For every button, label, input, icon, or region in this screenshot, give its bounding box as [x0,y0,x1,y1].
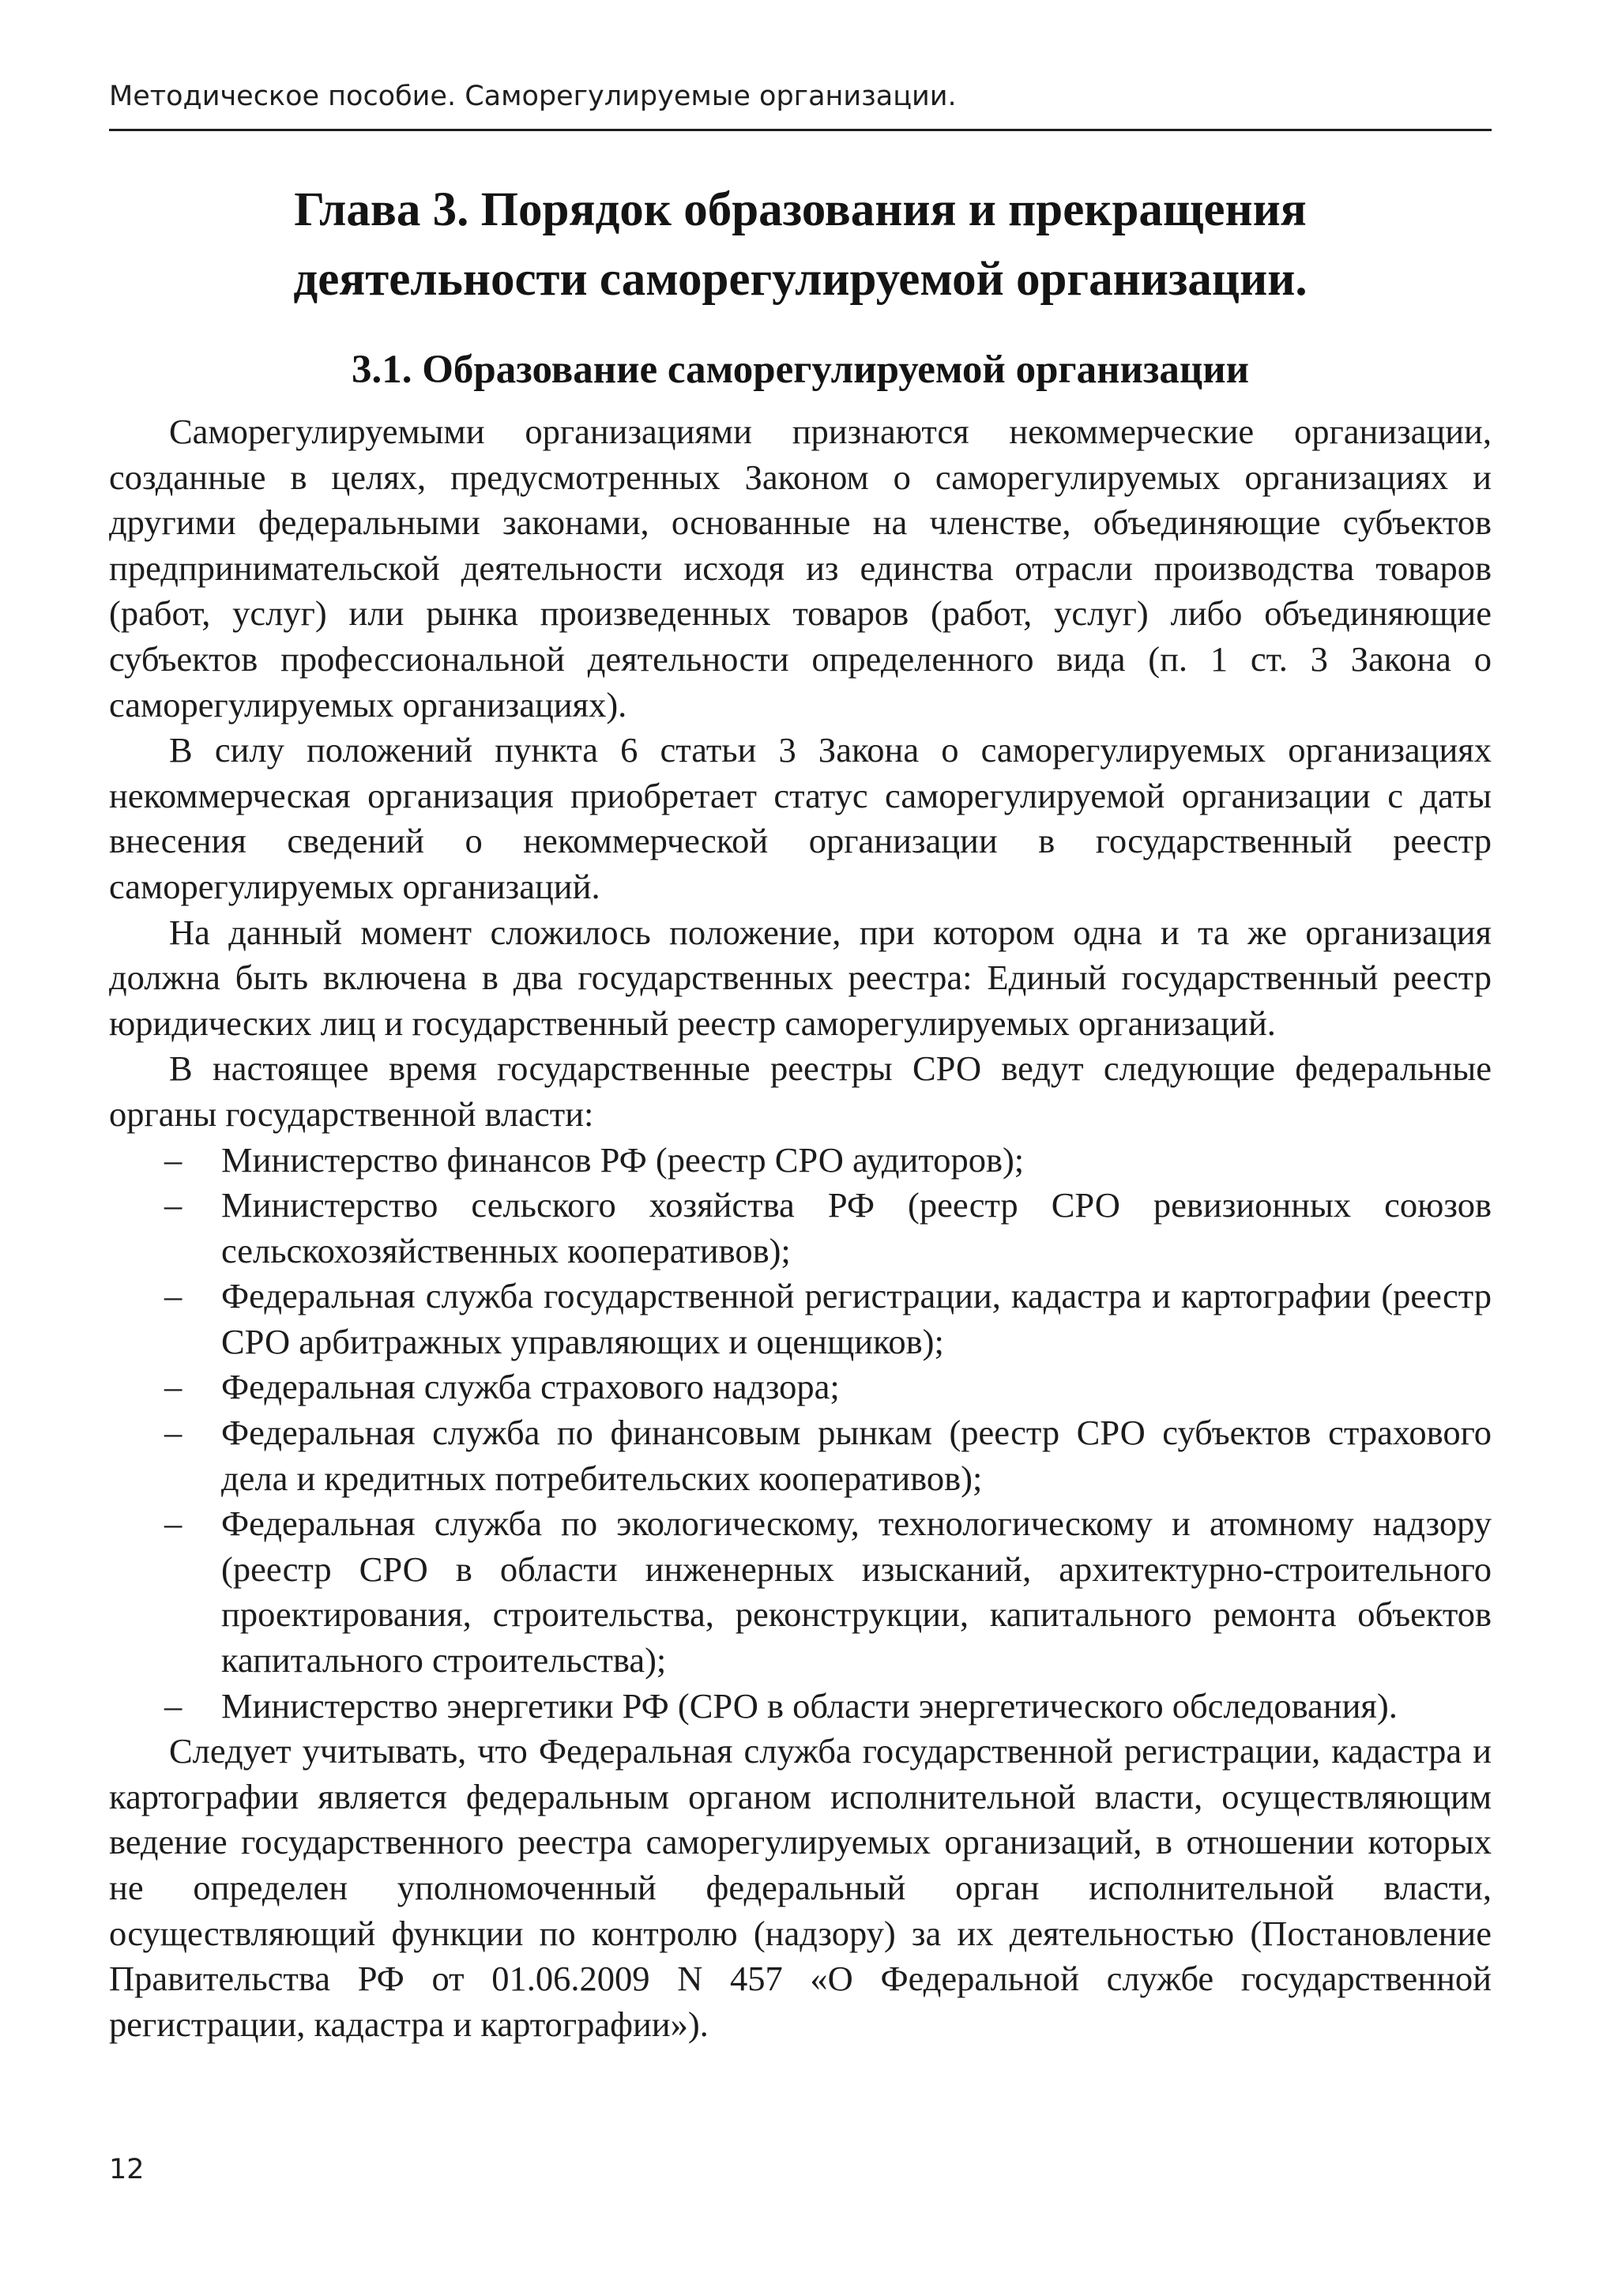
body-text [109,409,1492,2047]
list-dash: – [164,1685,182,1726]
chapter-title [109,175,1492,314]
section-title: 3.1. Образование саморегулируемой организации [351,348,1250,392]
list-dash: – [164,1185,182,1225]
list-item [109,1364,1492,1410]
list-item [109,1410,1492,1501]
page-number: 12 [109,2154,145,2185]
list-dash: – [164,1413,182,1453]
paragraph: Саморегулируемыми организациями признаются некоммерческие организации, созданные в целях, предусмотренных Законом о саморегулируемых организациях и другими федеральными законами, основанные на членстве, объединяющие субъектов предпринимательской деятельности исходя из единства отрасли производства товаров (работ, услуг) или рынка произведенных товаров (работ, услуг) либо объединяющие субъектов профессиональной деятельности определенного вида (п. 1 ст. 3 Закона о саморегулируемых организациях). [109,412,1492,725]
list-dash: – [164,1504,182,1544]
list-item [109,1684,1492,1730]
list-item [109,1274,1492,1364]
chapter-title-line-1: Глава 3. Порядок образования и прекращения [294,183,1307,236]
header-rule [109,129,1492,131]
list-item [109,1138,1492,1184]
list-item [109,1183,1492,1274]
running-header: Методическое пособие. Саморегулируемые организации. [109,81,957,112]
list-item-text: Министерство финансов РФ (реестр СРО аудиторов); [221,1139,1025,1180]
list-dash: – [164,1139,182,1180]
list-item-text: Федеральная служба государственной регистрации, кадастра и картографии (реестр СРО арбитражных управляющих и оценщиков); [221,1276,1492,1361]
list-item-text: Федеральная служба страхового надзора; [221,1367,840,1407]
list-dash: – [164,1367,182,1407]
paragraph: В силу положений пункта 6 статьи 3 Закона о саморегулируемых организациях некоммерческая организация приобретает статус саморегулируемой организации с даты внесения сведений о некоммерческой организации в государственный реестр саморегулируемых организаций. [109,730,1492,906]
paragraph: В настоящее время государственные реестры СРО ведут следующие федеральные органы государственной власти: [109,1048,1492,1134]
closing-paragraph: Следует учитывать, что Федеральная служба государственной регистрации, кадастра и картографии является федеральным органом исполнительной власти, осуществляющим ведение государственного реестра саморегулируемых организаций, в отношении которых не определен уполномоченный федеральный орган исполнительной власти, осуществляющий функции по контролю (надзору) за их деятельностью (Постановление Правительства РФ от 01.06.2009 N 457 «О Федеральной службе государственной регистрации, кадастра и картографии»). [109,1731,1492,2044]
list-dash: – [164,1276,182,1316]
list-item-text: Министерство энергетики РФ (СРО в области энергетического обследования). [221,1685,1398,1726]
list-item-text: Министерство сельского хозяйства РФ (реестр СРО ревизионных союзов сельскохозяйственных кооперативов); [221,1185,1492,1270]
chapter-title-line-2: деятельности саморегулируемой организации. [293,253,1308,306]
list-item-text: Федеральная служба по финансовым рынкам (реестр СРО субъектов страхового дела и кредитных потребительских кооперативов); [221,1413,1492,1498]
registry-list [109,1138,1492,1730]
paragraph: На данный момент сложилось положение, при котором одна и та же организация должна быть включена в два государственных реестра: Единый государственный реестр юридических лиц и государственный реестр саморегулируемых организаций. [109,912,1492,1043]
list-item-text: Федеральная служба по экологическому, технологическому и атомному надзору (реестр СРО в области инженерных изысканий, архитектурно-строительного проектирования, строительства, реконструкции, капитального ремонта объектов капитального строительства); [221,1504,1492,1681]
list-item [109,1501,1492,1683]
